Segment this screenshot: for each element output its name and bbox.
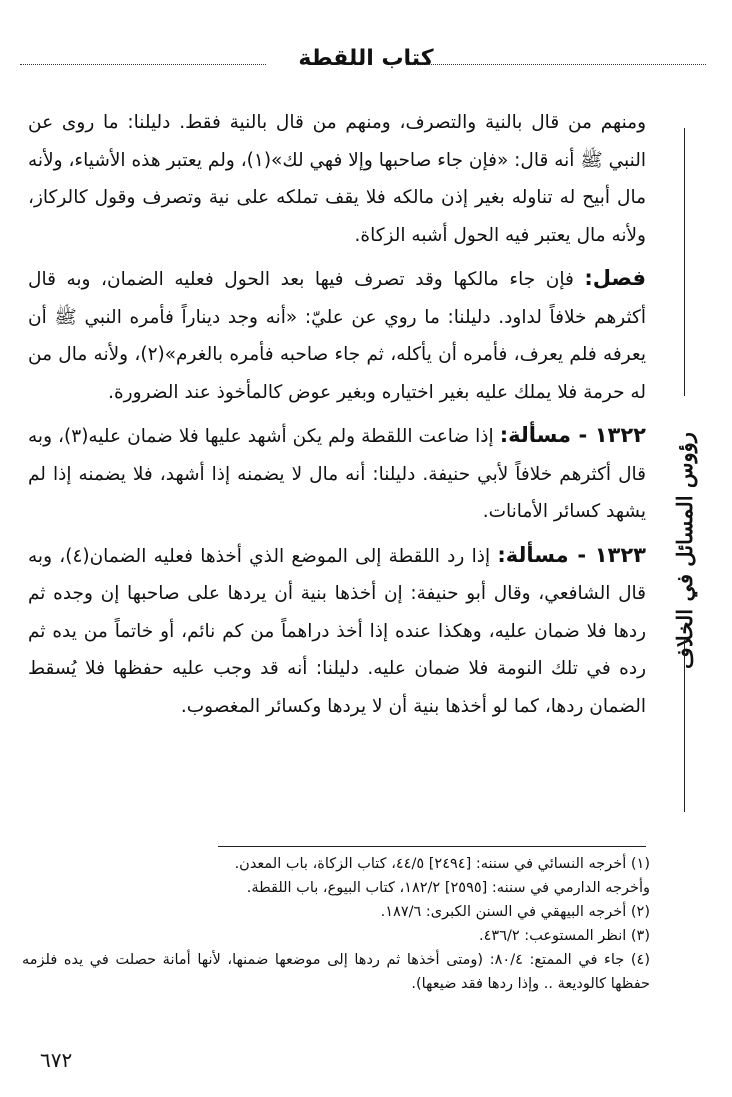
masala-1322-text: إذا ضاعت اللقطة ولم يكن أشهد عليها فلا ضمان عليه(٣)، وبه قال أكثرهم خلافاً لأبي حنيفة. دليلنا: أنه مال لا يضمنه إذا أشهد، فلا يضمنه إذا لم يشهد كسائر الأمانات. — [28, 426, 646, 522]
paragraph-fasl — [28, 260, 646, 411]
side-running-title: رؤوس المسائل في الخلاف — [671, 431, 697, 669]
side-rule-bottom — [684, 640, 685, 812]
footnote-line: وأخرجه الدارمي في سننه: [٢٥٩٥] ١٨٢/٢، كتاب البيوع، باب اللقطة. — [246, 880, 650, 896]
masala-1323 — [28, 537, 646, 726]
masala-1322-label: ١٣٢٢ - مسألة: — [499, 423, 646, 447]
footnote-separator — [218, 846, 646, 847]
fasl-text: فإن جاء مالكها وقد تصرف فيها بعد الحول فعليه الضمان، وبه قال أكثرهم خلافاً لداود. دليلنا: ما روي عن عليّ: «أنه وجد ديناراً فأمره النبي ﷺ أن يعرفه فلم يعرف، فأمره أن يأكله، ثم جاء صاحبه فأمره بالغرم»(٢)، ولأنه مال من له حرمة فلا يملك عليه بغير اختياره وبغير عوض كالمأخوذ عند الضرورة. — [28, 269, 646, 403]
side-rule-top — [684, 128, 685, 396]
main-text — [28, 104, 646, 731]
header-rule-right — [406, 64, 706, 65]
footnote-line: (٤) جاء في الممتع: ٨٠/٤: (ومتى أخذها ثم ردها إلى موضعها ضمنها، لأنها أمانة حصلت في يده فلزمه حفظها كالوديعة .. وإذا ردها فقد ضيعها). — [22, 952, 650, 992]
masala-1322 — [28, 417, 646, 531]
page-header-title: كتاب اللقطة — [298, 46, 434, 71]
paragraph-1: ومنهم من قال بالنية والتصرف، ومنهم من قال بالنية فقط. دليلنا: ما روى عن النبي ﷺ أنه قال: «فإن جاء صاحبها وإلا فهي لك»(١)، ولم يعتبر هذه الأشياء، ولأنه مال أبيح له تناوله بغير إذن مالكه فلا يقف تملكه على نية وتصرف وقول كالركاز، ولأنه مال يعتبر فيه الحول أشبه الزكاة. — [28, 112, 646, 246]
page-number: ٦٧٢ — [40, 1048, 73, 1072]
footnote-line: (٣) انظر المستوعب: ٤٣٦/٢. — [479, 928, 650, 944]
masala-1323-label: ١٣٢٣ - مسألة: — [497, 542, 646, 567]
header-rule-left — [20, 64, 266, 65]
footnote-line: (٢) أخرجه البيهقي في السنن الكبرى: ١٨٧/٦. — [380, 904, 650, 920]
masala-1323-text: إذا رد اللقطة إلى الموضع الذي أخذها فعليه الضمان(٤)، وبه قال الشافعي، وقال أبو حنيفة: إن أخذها بنية أن يردها على صاحبها إن وجده ثم ردها فلا ضمان عليه، وهكذا عنده إذا أخذ دراهماً من كم نائم، أو خاتماً من يده ثم رده في تلك النومة فلا ضمان عليه. دليلنا: أنه قد وجب عليه حفظها فلا يُسقط الضمان ردها، كما لو أخذها بنية أن لا يردها وكسائر المغصوب. — [28, 545, 646, 717]
footnote-line: (١) أخرجه النسائي في سننه: [٢٤٩٤] ٤٤/٥، كتاب الزكاة، باب المعدن. — [234, 856, 650, 872]
footnotes — [22, 852, 650, 996]
fasl-label: فصل: — [584, 266, 646, 290]
